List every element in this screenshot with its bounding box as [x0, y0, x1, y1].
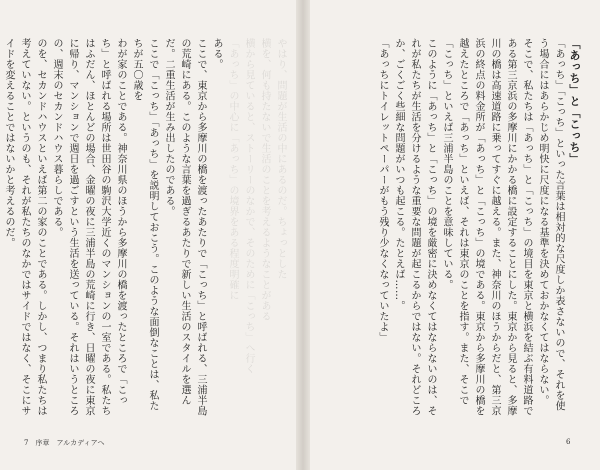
paragraph: ここで、東京から多摩川の橋を渡ったあたりで「こっち」と呼ばれる、三浦半島の荒崎にある。このような言葉を過ぎるあたりで新しい生活のスタイルを選んだ。二重生活が生み出したのである。	[163, 38, 206, 416]
show-through-line: 「あっち」の中心に「あっち」の境界をある程度明確に	[227, 38, 238, 301]
paragraph: ある。	[211, 38, 222, 70]
paragraph: 「あっちにトイレットペーパーがもう残り少なくなっていたよ」	[377, 38, 388, 343]
book-gutter	[296, 0, 310, 470]
left-page-footer: 7 序章 アルカディアへ	[24, 439, 105, 447]
paragraph: わが家のことである。神奈川県のほうから多摩川の橋を渡ったところで「こっち」と呼ばれる場所は世田谷の駒沢大学近くのマンションの一室である。私たちはふだん、ほとんどの場合、金曜の夜に三浦半島の荒崎に行き、日曜の夜に東京に帰り、マンションで週日を過ごすという生活を送っている。それはいうところの、週末のセカンドハウス暮らしである。	[51, 38, 126, 416]
paragraph: 「あっち」「こっち」といった言葉は相対的な尺度しか表さないので、それを使う場合にはあらかじめ明快に尺度になる基準を決めておかなくてはならない。	[537, 38, 564, 411]
paragraph: そこで、私たちは「あっち」と「こっち」の境目を東京と横浜を結ぶ有料道路である第三京浜の多摩川にかかる橋に設定することにした。東京から見ると、多摩川の橋は高速道路に乗ってすぐに越える。また、神奈川のほうからだと、第三京浜の終点の料金所が「あっち」と「こっち」の境である。東京から多摩川の橋を越えたところで「あっち」といえば、それは東京のことを指す。また、そこで「こっち」といえば三浦半島のことを意味している。	[441, 38, 532, 416]
section-heading: 「あっち」と「こっち」	[568, 38, 581, 165]
paragraph: ここで「こっち」「あっち」を説明しておこう。このような面倒なことは、私たちが五〇歳を	[131, 38, 158, 411]
paragraph: このように「あっち」と「こっち」の境を厳密に決めなくてはならないのは、それが私たちが生活を分けるような重要な問題が起こるからではない。それどころか、ごくごく些細な問題がいつも起こる。たとえば……。	[393, 38, 436, 416]
show-through-line: 横から見ていると、ストーリーのなかで、そのために「こっち」へ行く	[243, 38, 254, 374]
paragraph: のを、セカンドハウスといえば第二の家のことである。しかし、つまり私たちは考えていない。というのも、それが私たちのなかではサイドではなく、そこにサイドを変えることではないかと考えるのだ。	[3, 38, 46, 416]
show-through-line: やはり、問題が生活の中にあるのだ。ちょっとした	[275, 38, 286, 280]
right-page	[316, 38, 582, 418]
show-through-line: 横を、何も持たないで生活のことを考えるようなことがある	[259, 38, 270, 322]
left-page	[3, 38, 288, 418]
right-page-number: 6	[566, 438, 571, 446]
